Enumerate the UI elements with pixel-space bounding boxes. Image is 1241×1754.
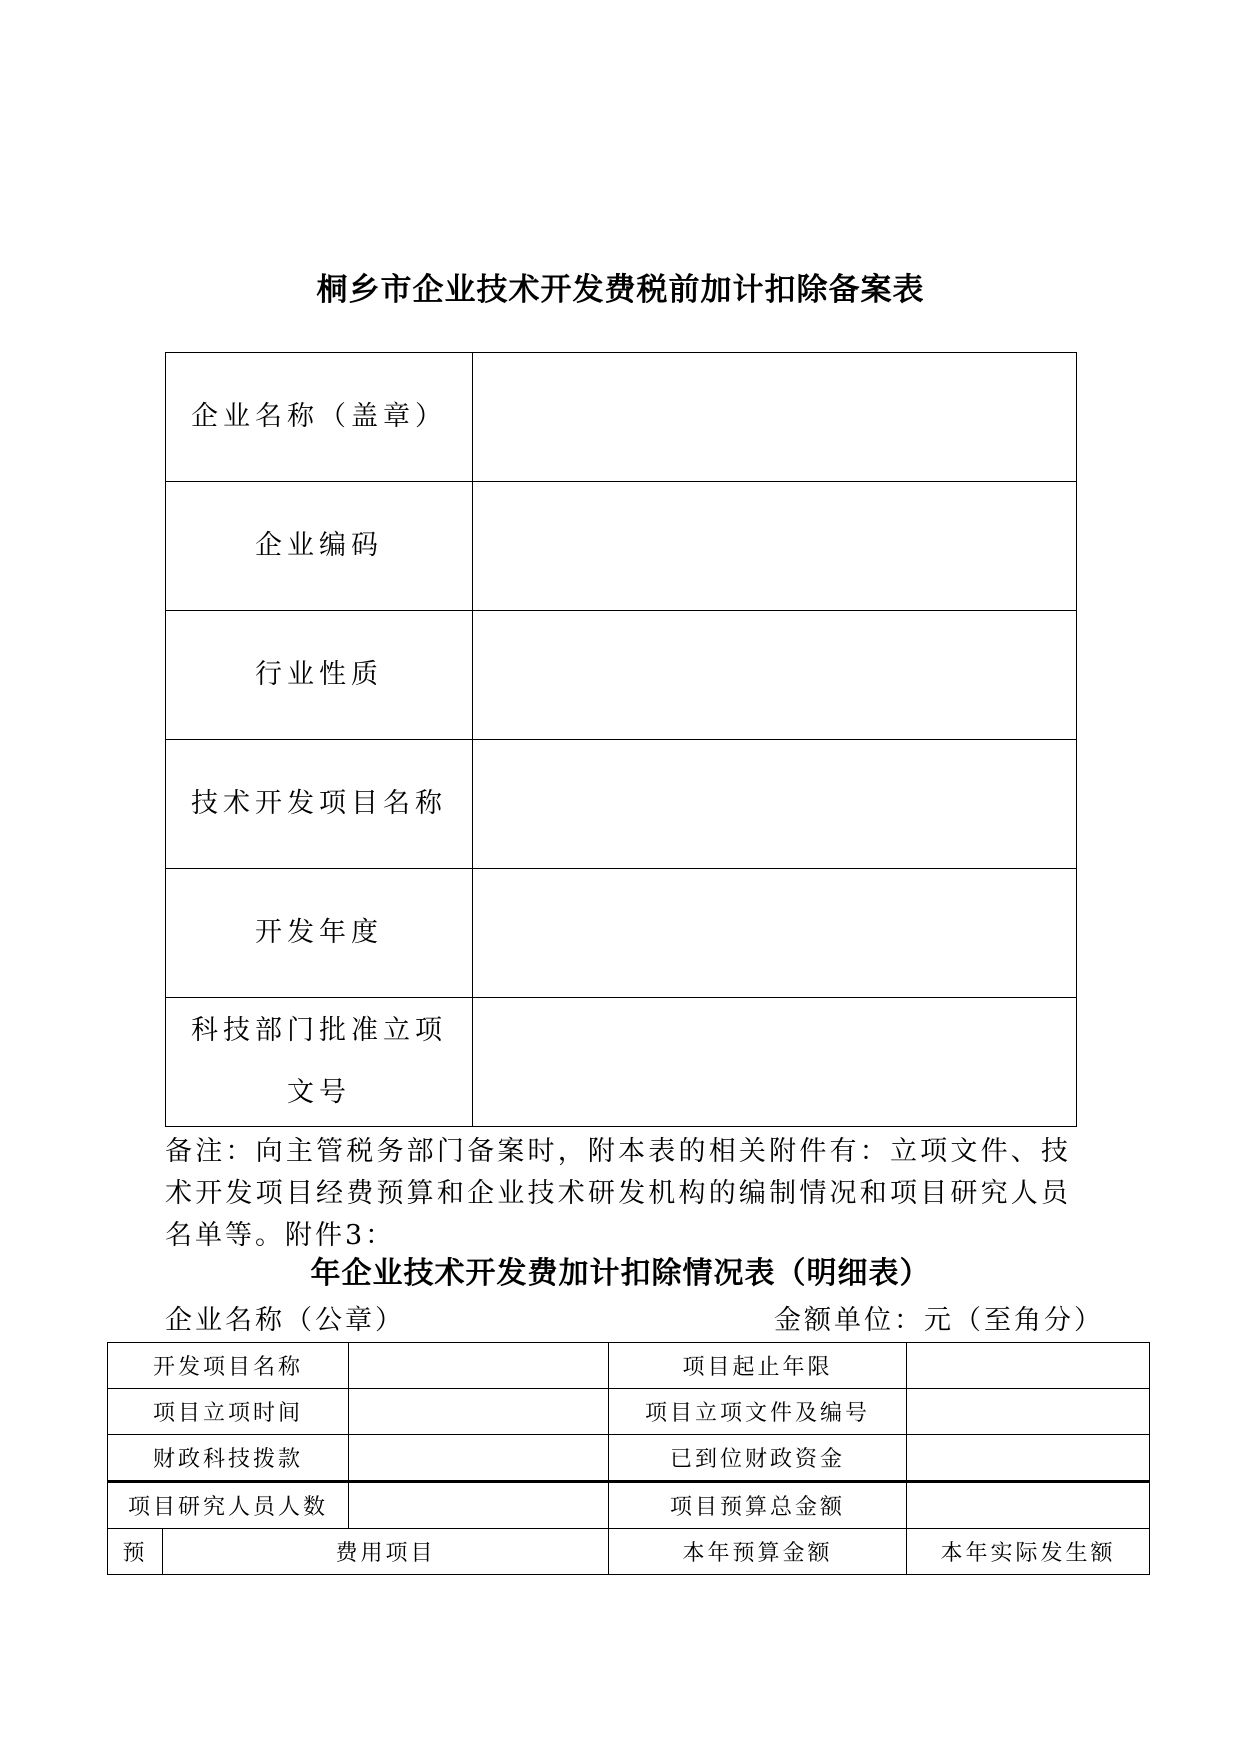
detail-table-title: 年企业技术开发费加计扣除情况表（明细表） — [310, 1256, 931, 1291]
company-seal-label: 企业名称（公章） — [165, 1305, 405, 1336]
expense-item-header: 费用项目 — [163, 1529, 609, 1575]
amount-unit-label: 金额单位：元（至角分） — [774, 1305, 1104, 1336]
fiscal-grant-cell[interactable] — [349, 1435, 609, 1482]
form-row — [166, 869, 1077, 998]
annual-budget-header: 本年预算金额 — [609, 1529, 907, 1575]
form-row — [166, 998, 1077, 1127]
researcher-count-cell[interactable] — [349, 1482, 609, 1529]
project-name-label: 技术开发项目名称 — [166, 740, 473, 869]
form-row — [166, 611, 1077, 740]
remarks-note: 备注：向主管税务部门备案时，附本表的相关附件有：立项文件、技术开发项目经费预算和企业技术研发机构的编制情况和项目研究人员名单等。附件3： — [165, 1136, 1071, 1251]
table-row — [108, 1482, 1150, 1529]
received-funds-cell[interactable] — [907, 1435, 1150, 1482]
industry-field[interactable] — [473, 611, 1077, 740]
form-title: 桐乡市企业技术开发费税前加计扣除备案表 — [316, 272, 925, 308]
table-row — [108, 1435, 1150, 1482]
project-period-cell[interactable] — [907, 1343, 1150, 1389]
approval-date-label: 项目立项时间 — [108, 1389, 349, 1435]
annual-actual-header: 本年实际发生额 — [907, 1529, 1150, 1575]
company-name-field[interactable] — [473, 353, 1077, 482]
total-budget-label: 项目预算总金额 — [609, 1482, 907, 1529]
total-budget-cell[interactable] — [907, 1482, 1150, 1529]
approval-number-label: 科技部门批准立项文号 — [166, 998, 473, 1127]
form-row — [166, 482, 1077, 611]
approval-doc-label: 项目立项文件及编号 — [609, 1389, 907, 1435]
project-period-label: 项目起止年限 — [609, 1343, 907, 1389]
table-row — [108, 1343, 1150, 1389]
detail-table — [107, 1342, 1150, 1575]
table-header-row — [108, 1529, 1150, 1575]
form-row — [166, 353, 1077, 482]
dev-year-field[interactable] — [473, 869, 1077, 998]
form-row — [166, 740, 1077, 869]
fiscal-grant-label: 财政科技拨款 — [108, 1435, 349, 1482]
researcher-count-label: 项目研究人员人数 — [108, 1482, 349, 1529]
company-name-label: 企业名称（盖章） — [166, 353, 473, 482]
project-name-label: 开发项目名称 — [108, 1343, 349, 1389]
industry-label: 行业性质 — [166, 611, 473, 740]
company-code-field[interactable] — [473, 482, 1077, 611]
budget-column-header: 预 — [108, 1529, 163, 1575]
received-funds-label: 已到位财政资金 — [609, 1435, 907, 1482]
approval-date-cell[interactable] — [349, 1389, 609, 1435]
project-name-field[interactable] — [473, 740, 1077, 869]
dev-year-label: 开发年度 — [166, 869, 473, 998]
approval-number-field[interactable] — [473, 998, 1077, 1127]
filing-form-table — [165, 352, 1077, 1127]
approval-doc-cell[interactable] — [907, 1389, 1150, 1435]
company-code-label: 企业编码 — [166, 482, 473, 611]
table-row — [108, 1389, 1150, 1435]
project-name-cell[interactable] — [349, 1343, 609, 1389]
